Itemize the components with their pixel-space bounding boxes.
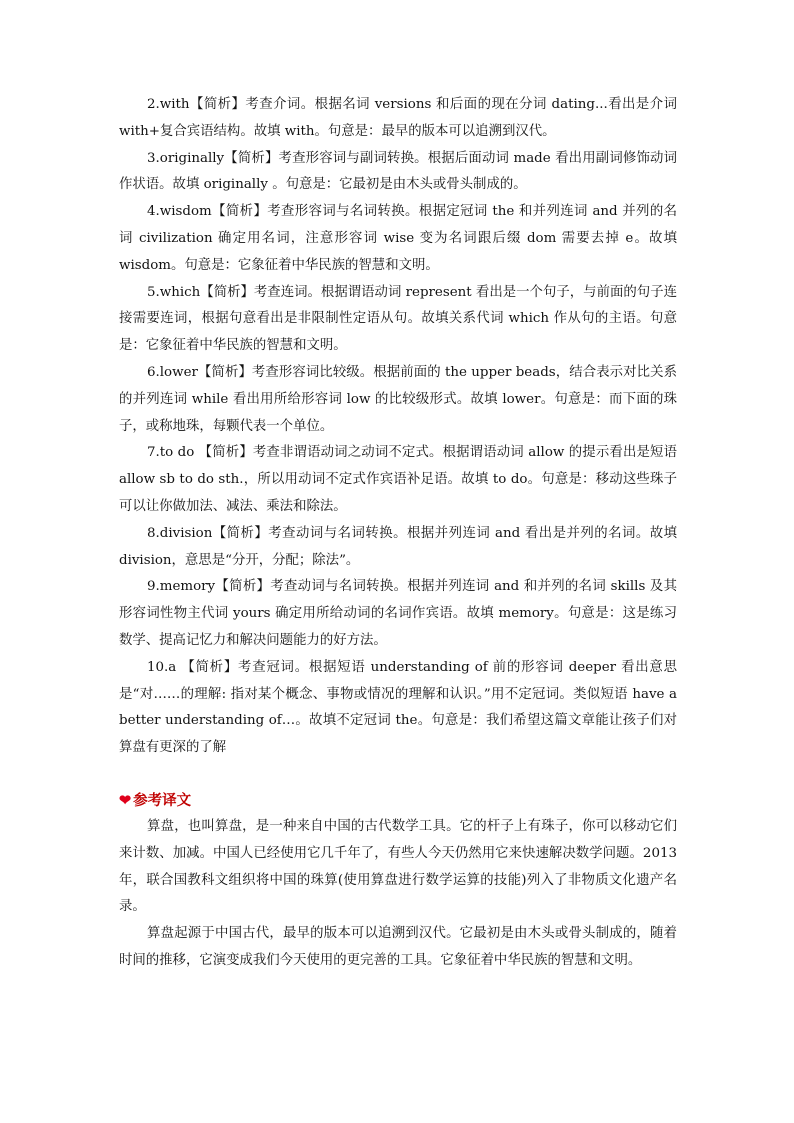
analysis-item-7: 7.to do 【简析】考查非谓语动词之动词不定式。根据谓语动词 allow 的提示看出是短语 allow sb to do sth.，所以用动词不定式作宾语补足语。故填 to do。句意是：移动这些珠子可以让你做加法、减法、乘法和除法。 <box>119 445 677 514</box>
analysis-item-5: 5.which【简析】考查连词。根据谓语动词 represent 看出是一个句子，与前面的句子连接需要连词，根据句意看出是非限制性定语从句。故填关系代词 which 作从句的主语。句意是：它象征着中华民族的智慧和文明。 <box>119 284 677 354</box>
analysis-item-4: 4.wisdom【简析】考查形容词与名词转换。根据定冠词 the 和并列连词 and 并列的名词 civilization 确定用名词，注意形容词 wise 变为名词跟后缀 dom 需要去掉 e。故填 wisdom。句意是：它象征着中华民族的智慧和文明。 <box>119 204 677 273</box>
analysis-item-6: 6.lower【简析】考查形容词比较级。根据前面的 the upper beads，结合表示对比关系的并列连词 while 看出用所给形容词 low 的比较级形式。故填 lower。句意是：而下面的珠子，或称地珠，每颗代表一个单位。 <box>119 364 677 434</box>
document-page <box>119 92 677 975</box>
analysis-item-3: 3.originally【简析】考查形容词与副词转换。根据后面动词 made 看出用副词修饰动词作状语。故填 originally 。句意是：它最初是由木头或骨头制成的。 <box>119 150 677 193</box>
analysis-item-9: 9.memory【简析】考查动词与名词转换。根据并列连词 and 和并列的名词 skills 及其形容词性物主代词 yours 确定用所给动词的名词作宾语。故填 memory。句意是：这是练习数学、提高记忆力和解决问题能力的好方法。 <box>119 579 677 648</box>
analysis-item-10: 10.a 【简析】考查冠词。根据短语 understanding of 前的形容词 deeper 看出意思是“对……的理解: 指对某个概念、事物或情况的理解和认识。”用不定冠词。类似短语 have a better understanding of…。故填不定冠词 the。句意是：我们希望这篇文章能让孩子们对算盘有更深的了解 <box>119 659 677 756</box>
translation-paragraph-1: 算盘，也叫算盘，是一种来自中国的古代数学工具。它的杆子上有珠子，你可以移动它们来计数、加减。中国人已经使用它几千年了，有些人今天仍然用它来快速解决数学问题。2013 年，联合国教科文组织将中国的珠算(使用算盘进行数学运算的技能)列入了非物质文化遗产名录。 <box>119 818 677 915</box>
heart-icon: ❤ <box>119 791 132 809</box>
analysis-item-8: 8.division【简析】考查动词与名词转换。根据并列连词 and 看出是并列的名词。故填 division，意思是“分开，分配；除法”。 <box>119 525 677 568</box>
section-title-text: 参考译文 <box>133 791 192 809</box>
analysis-item-2: 2.with【简析】考查介词。根据名词 versions 和后面的现在分词 dating...看出是介词 with+复合宾语结构。故填 with。句意是：最早的版本可以追溯到汉代。 <box>119 97 677 139</box>
reference-translation-heading <box>119 784 677 814</box>
translation-paragraph-2: 算盘起源于中国古代，最早的版本可以追溯到汉代。它最初是由木头或骨头制成的，随着时间的推移，它演变成我们今天使用的更完善的工具。它象征着中华民族的智慧和文明。 <box>119 926 677 968</box>
